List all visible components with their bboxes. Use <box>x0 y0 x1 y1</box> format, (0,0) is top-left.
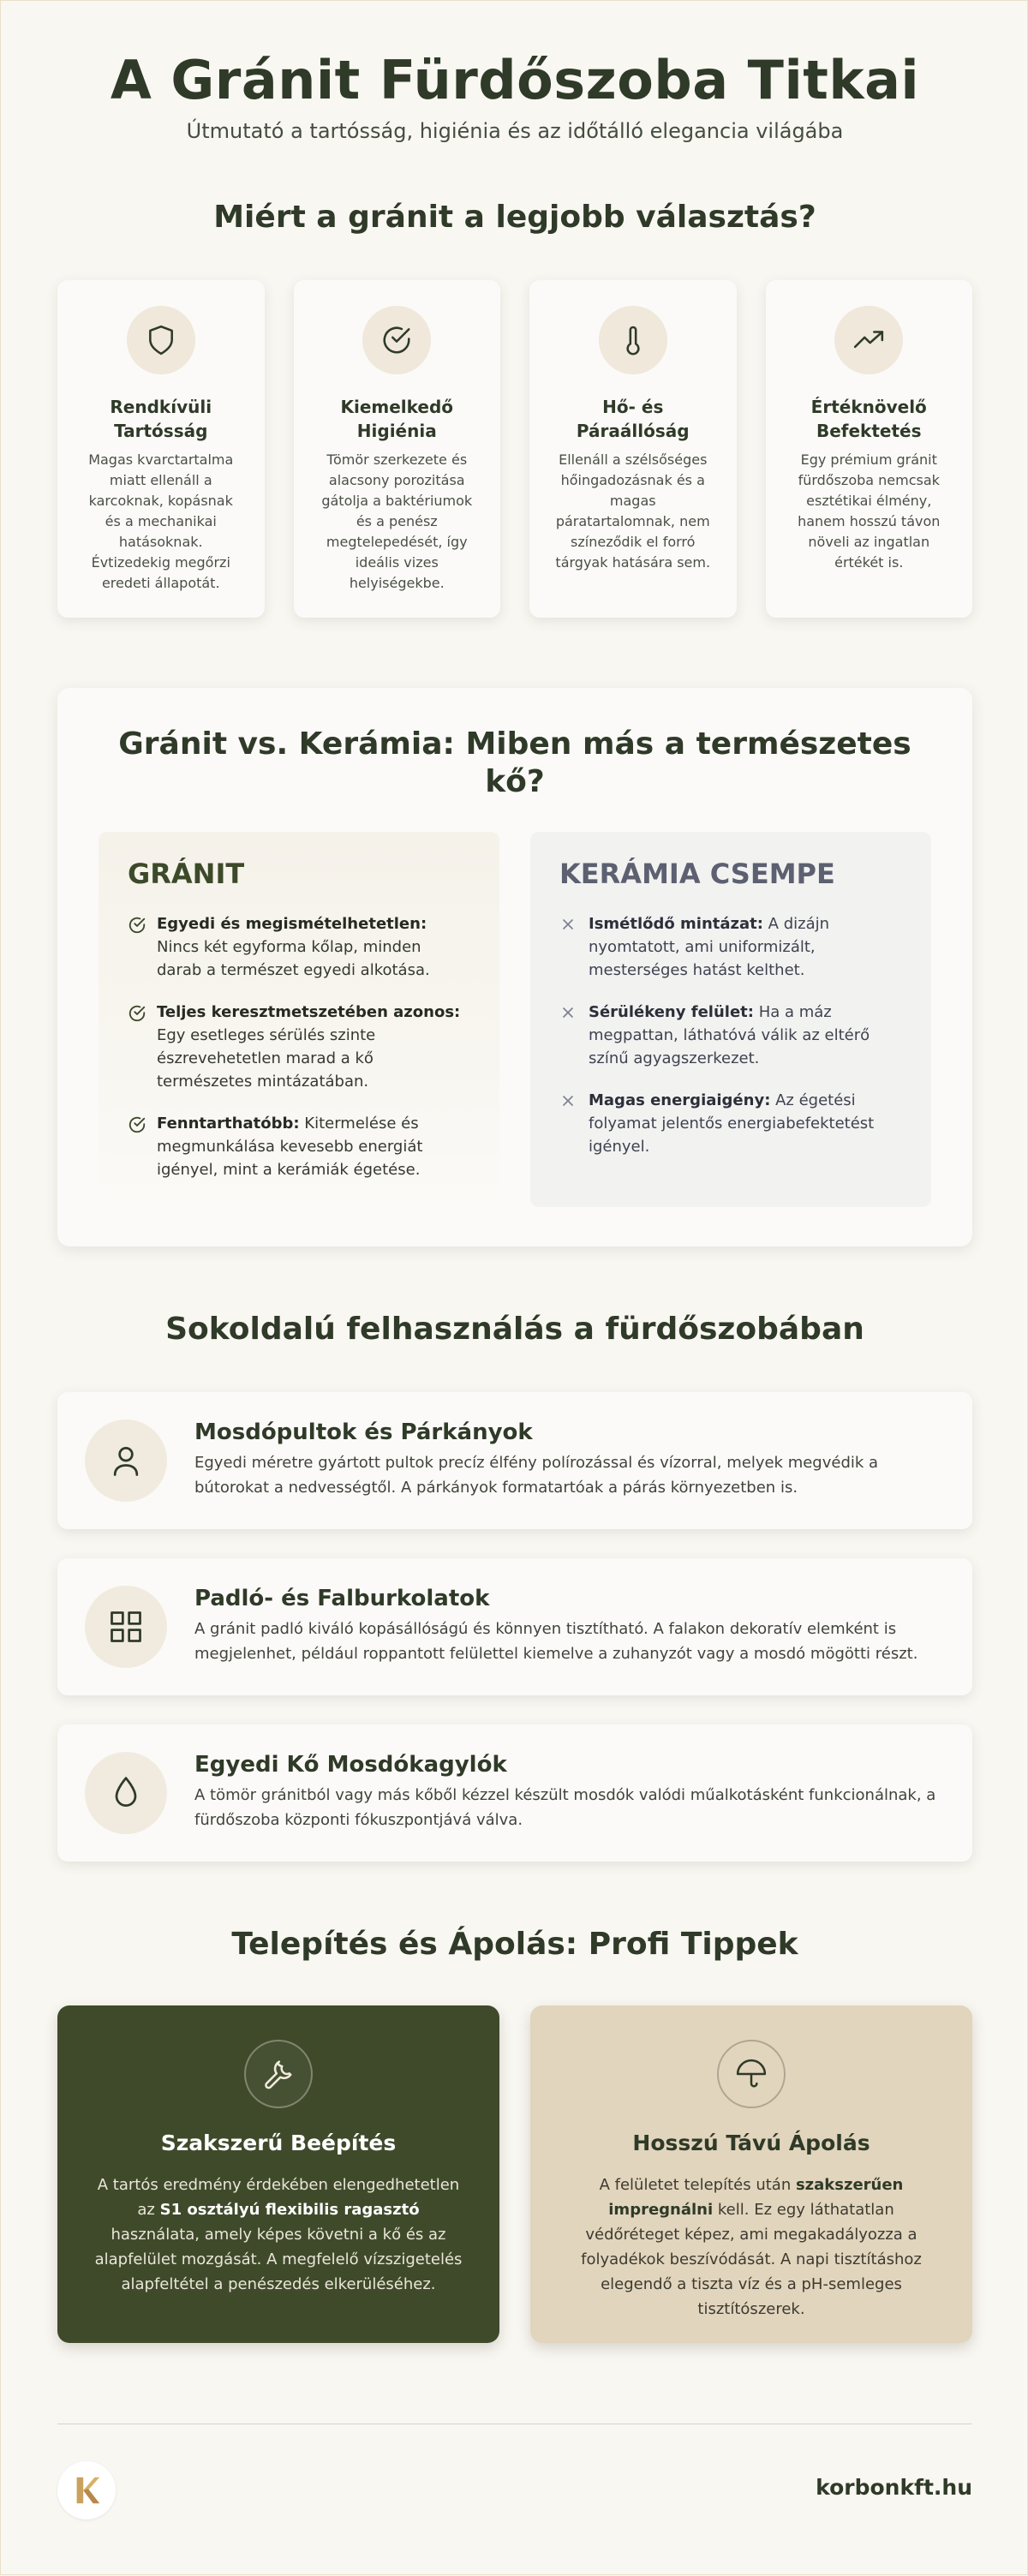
item-text: Egy esetleges sérülés szinte észrevehetetlen marad a kő természetes mintázatában. <box>157 1026 376 1091</box>
tip-title: Hosszú Távú Ápolás <box>632 2131 870 2155</box>
website-link[interactable]: korbonkft.hu <box>816 2475 972 2500</box>
usage-desc: Egyedi méretre gyártott pultok precíz élfény polírozással és vízorral, melyek megvédik a bútorokat a nedvességtől. A párkányok formatartóak a párás környezetben is. <box>194 1454 879 1497</box>
page-title: A Gránit Fürdőszoba Titkai <box>110 49 920 111</box>
person-icon <box>85 1419 167 1502</box>
ceramic-column <box>530 832 931 1207</box>
feature-desc: Tömör szerkezete és alacsony porozitása gátolja a baktériumok és a penész megtelepedését, így ideális vizes helyiségekbe. <box>321 451 473 591</box>
ceramic-item <box>559 912 902 982</box>
granite-column <box>99 832 499 1207</box>
shield-icon <box>127 306 195 374</box>
usage-section-title: Sokoldalú felhasználás a fürdőszobában <box>165 1312 864 1347</box>
item-bold: Teljes keresztmetszetében azonos: <box>157 1003 461 1021</box>
granite-item <box>128 1112 470 1181</box>
item-bold: Ismétlődő mintázat: <box>589 915 763 933</box>
feature-cards <box>57 280 972 618</box>
page-subtitle: Útmutató a tartósság, higiénia és az időtálló elegancia világába <box>186 119 844 143</box>
feature-title: Hő- és Páraállóság <box>576 397 690 441</box>
check-circle-icon <box>128 916 146 982</box>
usage-title: Mosdópultok és Párkányok <box>194 1419 533 1445</box>
x-icon <box>559 1004 578 1070</box>
comparison-title: Gránit vs. Kerámia: Miben más a természetes kő? <box>118 726 911 799</box>
ceramic-title: KERÁMIA CSEMPE <box>559 858 835 890</box>
thermometer-icon <box>599 306 667 374</box>
comparison-card <box>57 688 972 1246</box>
feature-card-hygiene <box>294 280 501 618</box>
item-bold: Egyedi és megismételhetetlen: <box>157 915 427 933</box>
droplet-icon <box>85 1752 167 1834</box>
tip-desc: A felületet telepítés után szakszerűen impregnálni kell. Ez egy láthatatlan védőréteget képez, ami megakadályozza a folyadékok beszívódását. A napi tisztításhoz elegendő a tiszta víz és a pH-semleges tisztítószerek. <box>581 2176 922 2318</box>
item-text: Az égetési folyamat jelentős energiabefektetést igényel. <box>589 1091 875 1156</box>
tips-section-title: Telepítés és Ápolás: Profi Tippek <box>231 1927 798 1962</box>
wrench-icon <box>244 2040 313 2108</box>
item-text: Ha a máz megpattan, láthatóvá válik az eltérő színű agyagszerkezet. <box>589 1003 870 1067</box>
usage-card-flooring <box>57 1558 972 1695</box>
feature-card-durability <box>57 280 265 618</box>
granite-item <box>128 912 470 982</box>
feature-desc: Ellenáll a szélsőséges hőingadozásnak és a magas páratartalomnak, nem színeződik el forró tárgyak hatására sem. <box>555 451 711 571</box>
usage-card-countertops <box>57 1392 972 1529</box>
item-text: Nincs két egyforma kőlap, minden darab a természet egyedi alkotása. <box>157 938 430 979</box>
x-icon <box>559 1092 578 1158</box>
check-circle-icon <box>128 1115 146 1181</box>
ceramic-item <box>559 1001 902 1070</box>
tip-desc: A tartós eredmény érdekében elengedhetetlen az S1 osztályú flexibilis ragasztó használata, amely képes követni a kő és az alapfelület mozgását. A megfelelő vízszigetelés alapfeltétel a penészedés elkerüléséhez. <box>94 2176 463 2293</box>
usage-desc: A tömör gránitból vagy más kőből kézzel készült mosdók valódi műalkotásként funkcionálnak, a fürdőszoba központi fókuszpontjává válva. <box>194 1786 936 1829</box>
feature-title: Értéknövelő Befektetés <box>810 397 927 441</box>
feature-title: Kiemelkedő Higiénia <box>340 397 454 441</box>
item-bold: Magas energiaigény: <box>589 1091 771 1109</box>
item-bold: Sérülékeny felület: <box>589 1003 754 1021</box>
feature-desc: Magas kvarctartalma miatt ellenáll a karcoknak, kopásnak és a mechanikai hatásoknak. Évtizedekig megőrzi eredeti állapotát. <box>88 451 234 591</box>
check-circle-icon <box>128 1004 146 1093</box>
feature-card-heat <box>529 280 737 618</box>
x-icon <box>559 916 578 982</box>
usage-card-sinks <box>57 1724 972 1862</box>
granite-item <box>128 1001 470 1093</box>
tip-title: Szakszerű Beépítés <box>160 2131 397 2155</box>
grid-icon <box>85 1586 167 1668</box>
item-text: Kitermelése és megmunkálása kevesebb energiát igényel, mint a kerámiák égetése. <box>157 1115 423 1179</box>
granite-title: GRÁNIT <box>128 858 245 890</box>
feature-desc: Egy prémium gránit fürdőszoba nemcsak esztétikai élmény, hanem hosszú távon növeli az ingatlan értékét is. <box>798 451 941 571</box>
umbrella-icon <box>717 2040 786 2108</box>
feature-title: Rendkívüli Tartósság <box>110 397 212 441</box>
tip-card-care <box>530 2005 972 2343</box>
item-text: A dizájn nyomtatott, ami uniformizált, mesterséges hatást kelthet. <box>589 915 830 979</box>
usage-title: Padló- és Falburkolatok <box>194 1586 490 1611</box>
item-bold: Fenntarthatóbb: <box>157 1115 300 1133</box>
trending-up-icon <box>834 306 903 374</box>
usage-desc: A gránit padló kiváló kopásállóságú és könnyen tisztítható. A falakon dekoratív elemként is megjelenhet, például roppantott felülettel kiemelve a zuhanyzót vagy a mosdó mögötti részt. <box>194 1620 918 1663</box>
feature-card-investment <box>766 280 973 618</box>
ceramic-item <box>559 1089 902 1158</box>
check-circle-icon <box>362 306 431 374</box>
korbon-logo-icon[interactable] <box>57 2461 116 2519</box>
tip-card-install <box>57 2005 499 2343</box>
infographic-page <box>1 1 1028 2576</box>
why-section-title: Miért a gránit a legjobb választás? <box>213 200 816 235</box>
usage-title: Egyedi Kő Mosdókagylók <box>194 1752 507 1778</box>
